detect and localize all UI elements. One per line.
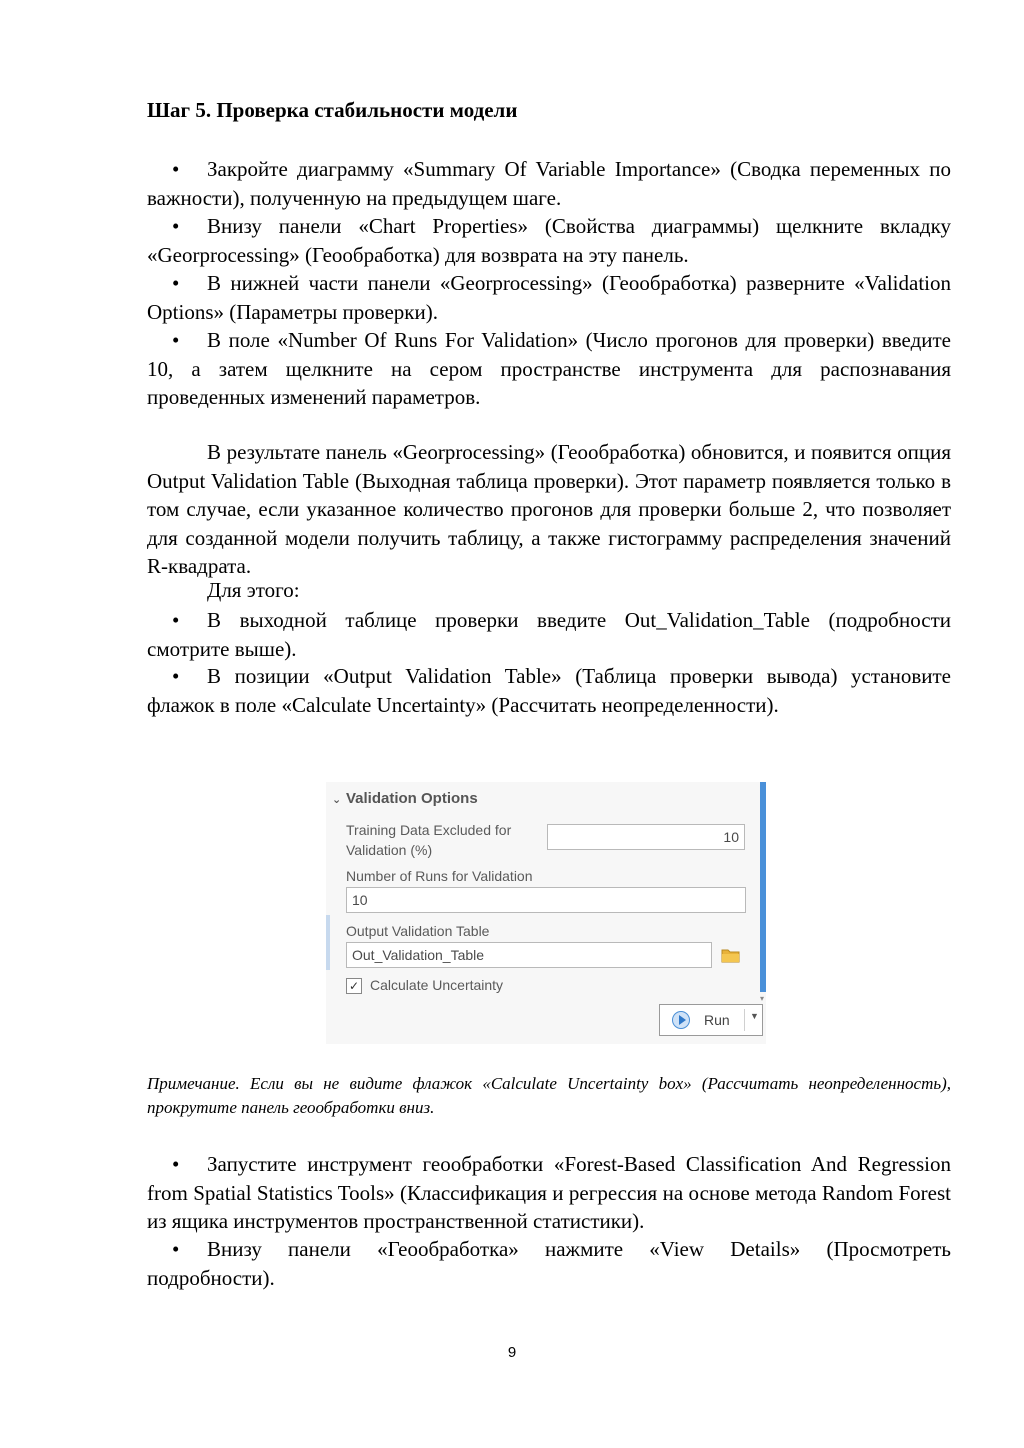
bullet-dot: • — [172, 271, 180, 295]
dropdown-arrow-icon[interactable]: ▼ — [750, 1011, 759, 1021]
for-this-line: Для этого: — [207, 578, 300, 602]
runs-input[interactable]: 10 — [346, 887, 746, 913]
validation-options-header[interactable]: ⌄ Validation Options — [332, 790, 478, 807]
calculate-uncertainty-checkbox[interactable]: ✓ — [346, 978, 362, 994]
bullet-dot: • — [172, 1237, 180, 1261]
chevron-down-icon: ⌄ — [332, 794, 342, 806]
calculate-uncertainty-label: Calculate Uncertainty — [370, 977, 504, 993]
step-heading: Шаг 5. Проверка стабильности модели — [147, 98, 518, 122]
bullet-item-8: • Внизу панели «Геообработка» нажмите «View Details» (Просмотреть подробности). — [147, 1237, 951, 1290]
bullet-dot: • — [172, 1152, 180, 1176]
output-table-label: Output Validation Table — [346, 923, 490, 939]
run-button[interactable] — [659, 1004, 763, 1036]
bullet-item-2: • Внизу панели «Chart Properties» (Свойства диаграммы) щелкните вкладку «Georprocessing» (Геообработка) для возврата на эту панель. — [147, 214, 951, 267]
bullet-item-3: • В нижней части панели «Georprocessing» (Геообработка) разверните «Validation Options» (Параметры проверки). — [147, 271, 951, 324]
folder-icon[interactable] — [721, 947, 741, 963]
scroll-down-icon[interactable]: ▾ — [760, 994, 765, 1003]
bullet-dot: • — [172, 608, 180, 632]
result-paragraph: В результате панель «Georprocessing» (Геообработка) обновится, и появится опция Output Validation Table (Выходная таблица проверки). Этот параметр появляется только в том случае, если указанное количество прогонов для проверки больше 2, что позволяет для созданной модели получить таблицу, а также гистограмму распределения значений R-квадрата. — [147, 440, 951, 578]
bullet-item-6: • В позиции «Output Validation Table» (Таблица проверки вывода) установите флажок в поле «Calculate Uncertainty» (Рассчитать неопределенности). — [147, 664, 951, 717]
run-label: Run — [704, 1012, 730, 1028]
validation-options-screenshot — [326, 782, 766, 1044]
bullet-dot: • — [172, 157, 180, 181]
bullet-dot: • — [172, 328, 180, 352]
selection-indicator — [326, 915, 330, 970]
training-data-input[interactable]: 10 — [547, 824, 745, 850]
bullet-dot: • — [172, 214, 180, 238]
bullet-item-5: • В выходной таблице проверки введите Out_Validation_Table (подробности смотрите выше). — [147, 608, 951, 661]
scrollbar[interactable] — [760, 782, 766, 992]
bullet-item-1: • Закройте диаграмму «Summary Of Variable Importance» (Сводка переменных по важности), полученную на предыдущем шаге. — [147, 157, 951, 210]
runs-label: Number of Runs for Validation — [346, 868, 533, 884]
bullet-item-4: • В поле «Number Of Runs For Validation» (Число прогонов для проверки) введите 10, а затем щелкните на сером пространстве инструмента для распознавания проведенных изменений параметров. — [147, 328, 951, 409]
training-data-label: Training Data Excluded for Validation (%) — [346, 822, 512, 858]
note-text: Примечание. Если вы не видите флажок «Calculate Uncertainty box» (Рассчитать неопределенность), прокрутите панель геообработки вниз. — [147, 1074, 951, 1117]
play-icon — [672, 1011, 690, 1029]
divider — [744, 1009, 745, 1031]
output-table-input[interactable]: Out_Validation_Table — [346, 942, 712, 968]
page-number: 9 — [507, 1344, 517, 1361]
bullet-item-7: • Запустите инструмент геообработки «Forest-Based Classification And Regression from Spatial Statistics Tools» (Классификация и регрессия на основе метода Random Forest из ящика инструментов пространственной статистики). — [147, 1152, 951, 1233]
bullet-dot: • — [172, 664, 180, 688]
